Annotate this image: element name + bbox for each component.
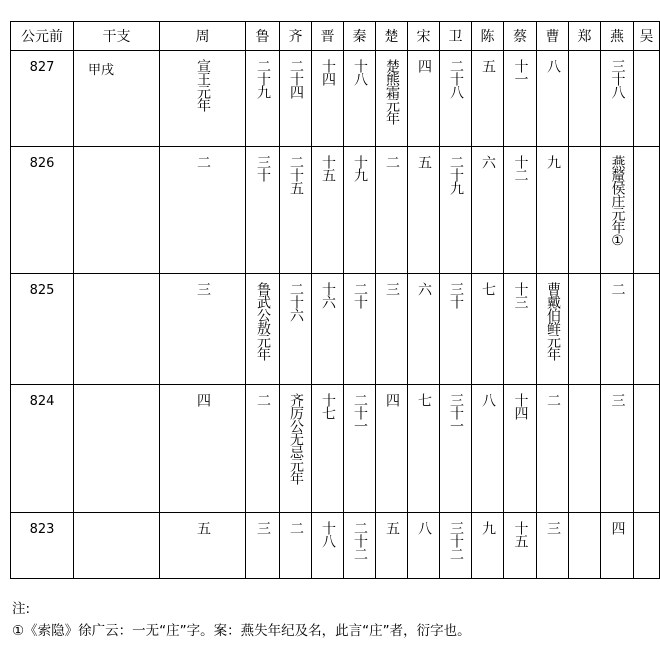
- state-cell: [408, 147, 440, 274]
- state-cell: [504, 385, 537, 513]
- state-cell-text: 十八: [352, 59, 368, 85]
- state-cell: [537, 513, 569, 579]
- state-cell: [246, 513, 280, 579]
- state-cell-text: 十九: [352, 155, 368, 181]
- state-cell-text: 三: [545, 521, 561, 534]
- state-cell-text: 曹戴伯鲜元年: [545, 282, 561, 360]
- state-cell-text: 宣王元年: [195, 59, 211, 111]
- state-cell-text: 二: [609, 282, 626, 295]
- state-cell-text: 十三: [512, 282, 529, 308]
- notes-title: 注:: [12, 601, 31, 617]
- state-cell: [472, 274, 504, 385]
- state-cell: [601, 274, 634, 385]
- state-cell-text: 十五: [512, 521, 529, 547]
- state-cell: [537, 385, 569, 513]
- state-cell: [569, 385, 601, 513]
- state-cell-text: 五: [416, 155, 432, 168]
- header-cell: 齐: [280, 22, 312, 51]
- ganzhi-cell: 甲戌: [74, 51, 160, 147]
- state-cell: [408, 51, 440, 147]
- year-cell: 827: [11, 51, 74, 147]
- state-cell: [344, 385, 376, 513]
- state-cell-text: 二: [195, 155, 211, 168]
- state-cell-text: 八: [545, 59, 561, 72]
- state-cell: [160, 385, 246, 513]
- state-cell-text: 十八: [320, 521, 336, 547]
- state-cell: [601, 147, 634, 274]
- header-cell: 燕: [601, 22, 634, 51]
- state-cell-text: 三: [255, 521, 271, 534]
- state-cell: [408, 513, 440, 579]
- state-cell-text: 十一: [512, 59, 529, 85]
- state-cell: [160, 51, 246, 147]
- header-cell: 陈: [472, 22, 504, 51]
- header-cell: 郑: [569, 22, 601, 51]
- state-cell-text: 二: [288, 521, 304, 534]
- state-cell: [344, 51, 376, 147]
- state-cell: [504, 147, 537, 274]
- state-cell: [569, 274, 601, 385]
- state-cell: [376, 51, 408, 147]
- header-cell: 曹: [537, 22, 569, 51]
- state-cell: [601, 51, 634, 147]
- table-row: [11, 385, 660, 513]
- state-cell: [440, 147, 472, 274]
- ganzhi-cell: [74, 147, 160, 274]
- state-cell: [376, 274, 408, 385]
- state-cell-text: 六: [416, 282, 432, 295]
- state-cell: [280, 385, 312, 513]
- state-cell-text: 九: [545, 155, 561, 168]
- state-cell-text: 三十: [255, 155, 271, 181]
- state-cell: [634, 147, 660, 274]
- state-cell-text: 三十八: [609, 59, 626, 98]
- state-cell: [472, 385, 504, 513]
- state-cell-text: 三十一: [448, 393, 464, 432]
- header-row: [11, 22, 660, 51]
- state-cell-text: 三: [195, 282, 211, 295]
- state-cell: [376, 513, 408, 579]
- state-cell: [569, 147, 601, 274]
- header-cell: 蔡: [504, 22, 537, 51]
- header-cell: 秦: [344, 22, 376, 51]
- state-cell-text: 鲁武公敖元年: [255, 282, 271, 360]
- state-cell: [160, 274, 246, 385]
- state-cell: [504, 513, 537, 579]
- state-cell-text: 七: [480, 282, 496, 295]
- state-cell: [408, 385, 440, 513]
- state-cell: [280, 147, 312, 274]
- state-cell-text: 楚熊霜元年: [384, 59, 400, 124]
- state-cell-text: 二: [545, 393, 561, 406]
- state-cell: [440, 274, 472, 385]
- state-cell-text: 四: [384, 393, 400, 406]
- state-cell: [569, 513, 601, 579]
- table-row: [11, 513, 660, 579]
- state-cell-text: 十二: [512, 155, 529, 181]
- state-cell-text: 十七: [320, 393, 336, 419]
- state-cell: [504, 274, 537, 385]
- state-cell-text: 二十六: [288, 282, 304, 321]
- state-cell: [246, 51, 280, 147]
- state-cell: [440, 513, 472, 579]
- year-cell: 825: [11, 274, 74, 385]
- table-row: [11, 274, 660, 385]
- header-cell: 干支: [74, 22, 160, 51]
- state-cell-text: 十四: [320, 59, 336, 85]
- state-cell-text: 二十: [352, 282, 368, 308]
- state-cell-text: 二十八: [448, 59, 464, 98]
- state-cell: [537, 274, 569, 385]
- state-cell: [246, 274, 280, 385]
- header-cell: 楚: [376, 22, 408, 51]
- state-cell-text: 齐厉公无忌元年: [288, 393, 304, 484]
- state-cell-text: 三十: [448, 282, 464, 308]
- table-row: [11, 147, 660, 274]
- state-cell: [634, 513, 660, 579]
- header-cell: 卫: [440, 22, 472, 51]
- state-cell: [634, 274, 660, 385]
- state-cell-text: 十四: [512, 393, 529, 419]
- state-cell: [312, 274, 344, 385]
- state-cell: [246, 147, 280, 274]
- state-cell-text: 五: [480, 59, 496, 72]
- state-cell: [408, 274, 440, 385]
- state-cell-text: 九: [480, 521, 496, 534]
- state-cell: [601, 513, 634, 579]
- state-cell-text: 三: [384, 282, 400, 295]
- year-cell: 824: [11, 385, 74, 513]
- state-cell: [472, 51, 504, 147]
- state-cell-text: 二十九: [448, 155, 464, 194]
- state-cell-text: 七: [416, 393, 432, 406]
- state-cell-text: 五: [384, 521, 400, 534]
- state-cell: [376, 385, 408, 513]
- state-cell-text: 十六: [320, 282, 336, 308]
- year-cell: 823: [11, 513, 74, 579]
- state-cell-text: 二: [255, 393, 271, 406]
- chronology-table: [10, 21, 660, 579]
- state-cell-text: 二十四: [288, 59, 304, 98]
- state-cell: [312, 513, 344, 579]
- state-cell-text: 八: [480, 393, 496, 406]
- table-row: [11, 51, 660, 147]
- state-cell-text: 四: [195, 393, 211, 406]
- state-cell: [280, 513, 312, 579]
- state-cell: [569, 51, 601, 147]
- state-cell-text: 二: [384, 155, 400, 168]
- state-cell: [280, 274, 312, 385]
- note-text: ①《索隐》徐广云：一无“庄”字。案：燕失年纪及名，此言“庄”者，衍字也。: [12, 623, 471, 639]
- state-cell: [440, 51, 472, 147]
- ganzhi-cell: [74, 385, 160, 513]
- state-cell-text: 二十二: [352, 521, 368, 560]
- state-cell: [537, 51, 569, 147]
- notes-section: [12, 598, 471, 642]
- state-cell-text: 四: [416, 59, 432, 72]
- state-cell: [246, 385, 280, 513]
- state-cell-text: 四: [609, 521, 626, 534]
- ganzhi-cell: [74, 274, 160, 385]
- state-cell-text: 五: [195, 521, 211, 534]
- state-cell: [376, 147, 408, 274]
- chronology-table-wrapper: [10, 21, 660, 579]
- state-cell: [312, 51, 344, 147]
- state-cell-text: 十五: [320, 155, 336, 181]
- state-cell: [440, 385, 472, 513]
- state-cell: [634, 385, 660, 513]
- state-cell: [160, 513, 246, 579]
- state-cell: [537, 147, 569, 274]
- header-cell: 鲁: [246, 22, 280, 51]
- state-cell: [160, 147, 246, 274]
- state-cell-text: 二十九: [255, 59, 271, 98]
- state-cell: [472, 513, 504, 579]
- state-cell: [634, 51, 660, 147]
- header-cell: 周: [160, 22, 246, 51]
- state-cell: [312, 147, 344, 274]
- state-cell-text: 六: [480, 155, 496, 168]
- header-cell: 公元前: [11, 22, 74, 51]
- header-cell: 晋: [312, 22, 344, 51]
- state-cell: [312, 385, 344, 513]
- state-cell: [280, 51, 312, 147]
- state-cell: [344, 147, 376, 274]
- state-cell-text: 燕釐侯庄元年①: [609, 155, 626, 248]
- state-cell: [344, 513, 376, 579]
- state-cell-text: 二十五: [288, 155, 304, 194]
- state-cell: [344, 274, 376, 385]
- header-cell: 吴: [634, 22, 660, 51]
- state-cell-text: 三十二: [448, 521, 464, 560]
- state-cell-text: 八: [416, 521, 432, 534]
- header-cell: 宋: [408, 22, 440, 51]
- ganzhi-cell: [74, 513, 160, 579]
- state-cell-text: 二十一: [352, 393, 368, 432]
- state-cell: [472, 147, 504, 274]
- state-cell: [504, 51, 537, 147]
- state-cell: [601, 385, 634, 513]
- state-cell-text: 三: [609, 393, 626, 406]
- year-cell: 826: [11, 147, 74, 274]
